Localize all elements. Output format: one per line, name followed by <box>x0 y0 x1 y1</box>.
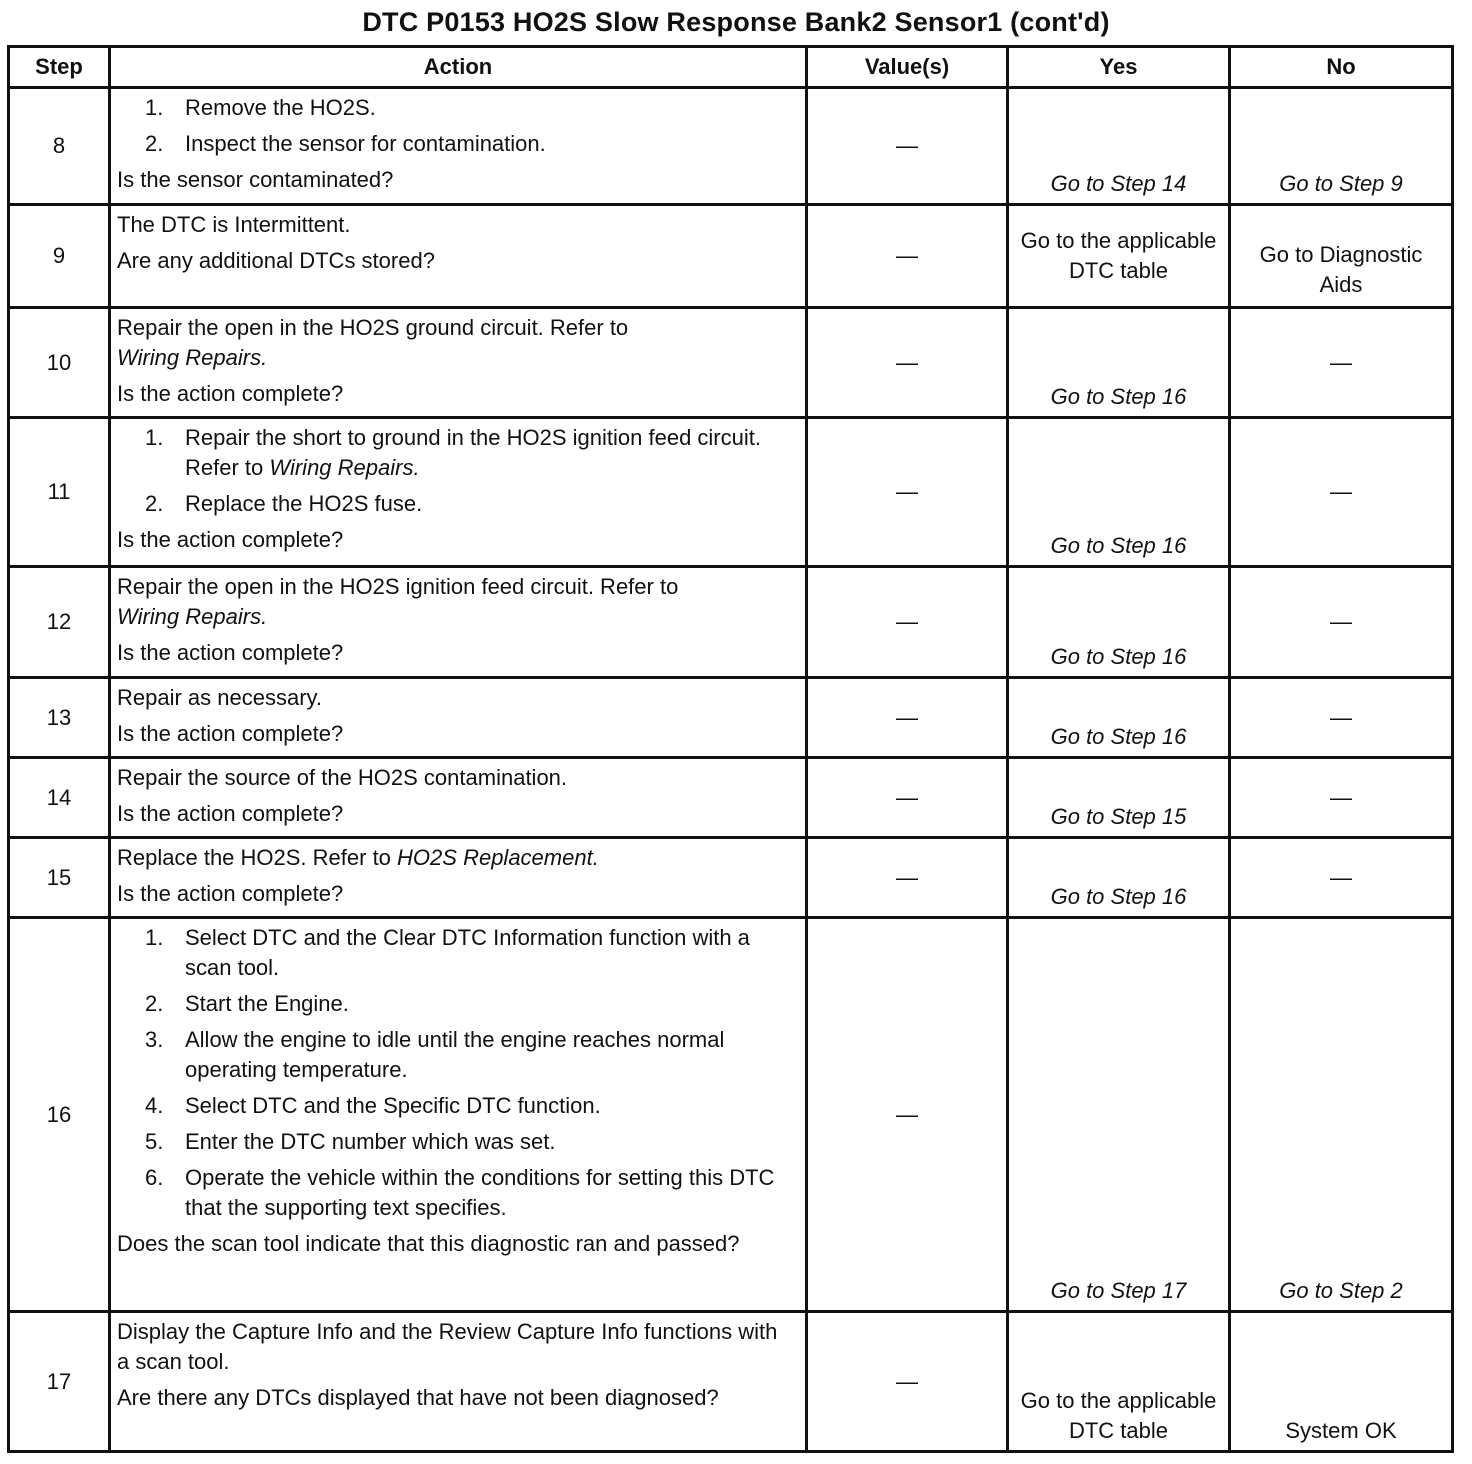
step-number: 16 <box>9 918 110 1312</box>
action-step: 2. Replace the HO2S fuse. <box>145 491 423 516</box>
action-question: Is the action complete? <box>117 881 344 906</box>
table-row <box>9 205 1453 308</box>
no-cell: — <box>1230 758 1453 838</box>
value-cell: — <box>807 418 1008 567</box>
action-step: 1. Repair the short to ground in the HO2S ignition feed circuit. Refer to Wiring Repairs. <box>145 425 761 480</box>
yes-cell: Go to the applicable DTC table <box>1008 205 1230 308</box>
header-yes: Yes <box>1008 47 1230 88</box>
no-cell: — <box>1230 838 1453 918</box>
action-reference: Wiring Repairs. <box>117 345 268 370</box>
action-step: 2. Start the Engine. <box>145 991 349 1016</box>
no-cell: — <box>1230 678 1453 758</box>
step-number: 12 <box>9 567 110 678</box>
header-row <box>9 47 1453 88</box>
value-cell: — <box>807 678 1008 758</box>
action-cell <box>110 758 807 838</box>
action-question: Is the sensor contaminated? <box>117 167 394 192</box>
action-reference: Wiring Repairs. <box>269 455 420 480</box>
action-cell <box>110 1312 807 1452</box>
action-text: The DTC is Intermittent. <box>117 212 351 237</box>
yes-cell: Go to Step 16 <box>1008 838 1230 918</box>
table-row <box>9 918 1453 1312</box>
action-question: Is the action complete? <box>117 640 344 665</box>
yes-cell: Go to Step 15 <box>1008 758 1230 838</box>
table-row <box>9 758 1453 838</box>
action-text: Repair as necessary. <box>117 685 323 710</box>
page-title: DTC P0153 HO2S Slow Response Bank2 Sensor1 (cont'd) <box>362 7 1110 37</box>
header-no: No <box>1230 47 1453 88</box>
step-number: 15 <box>9 838 110 918</box>
action-reference: Wiring Repairs. <box>117 604 268 629</box>
step-number: 8 <box>9 88 110 205</box>
action-question: Are any additional DTCs stored? <box>117 248 435 273</box>
value-cell: — <box>807 758 1008 838</box>
action-cell <box>110 567 807 678</box>
step-number: 14 <box>9 758 110 838</box>
value-cell: — <box>807 838 1008 918</box>
action-cell <box>110 308 807 418</box>
action-question: Is the action complete? <box>117 527 344 552</box>
action-cell <box>110 838 807 918</box>
header-action: Action <box>110 47 807 88</box>
action-text: Repair the source of the HO2S contamination. <box>117 765 568 790</box>
action-cell <box>110 205 807 308</box>
table-row <box>9 678 1453 758</box>
action-cell <box>110 88 807 205</box>
action-step: 6. Operate the vehicle within the conditions for setting this DTC that the supporting text specifies. <box>145 1165 775 1220</box>
table-row <box>9 88 1453 205</box>
no-cell: — <box>1230 567 1453 678</box>
yes-cell: Go to Step 17 <box>1008 918 1230 1312</box>
action-step: 1. Select DTC and the Clear DTC Information function with a scan tool. <box>145 925 750 980</box>
diagnostic-table <box>7 45 1454 1453</box>
value-cell: — <box>807 1312 1008 1452</box>
no-cell: — <box>1230 308 1453 418</box>
value-cell: — <box>807 308 1008 418</box>
table-row <box>9 1312 1453 1452</box>
value-cell: — <box>807 567 1008 678</box>
action-step: 4. Select DTC and the Specific DTC function. <box>145 1093 601 1118</box>
action-step: 3. Allow the engine to idle until the engine reaches normal operating temperature. <box>145 1027 725 1082</box>
action-step: 1. Remove the HO2S. <box>145 95 376 120</box>
value-cell: — <box>807 88 1008 205</box>
action-text: Repair the open in the HO2S ground circuit. Refer to <box>117 315 629 340</box>
no-cell: Go to Step 9 <box>1230 88 1453 205</box>
action-question: Does the scan tool indicate that this diagnostic ran and passed? <box>117 1231 740 1256</box>
action-cell <box>110 418 807 567</box>
action-question: Is the action complete? <box>117 381 344 406</box>
no-cell: System OK <box>1230 1312 1453 1452</box>
value-cell: — <box>807 918 1008 1312</box>
yes-cell: Go to Step 16 <box>1008 418 1230 567</box>
header-values: Value(s) <box>807 47 1008 88</box>
action-text: Repair the open in the HO2S ignition feed circuit. Refer to <box>117 574 679 599</box>
action-step: 2. Inspect the sensor for contamination. <box>145 131 546 156</box>
action-text: Display the Capture Info and the Review Capture Info functions with a scan tool. <box>117 1319 778 1374</box>
no-cell: Go to Step 2 <box>1230 918 1453 1312</box>
yes-cell: Go to Step 16 <box>1008 308 1230 418</box>
yes-cell: Go to the applicable DTC table <box>1008 1312 1230 1452</box>
step-number: 13 <box>9 678 110 758</box>
action-question: Is the action complete? <box>117 721 344 746</box>
header-step: Step <box>9 47 110 88</box>
no-cell: — <box>1230 418 1453 567</box>
action-cell <box>110 918 807 1312</box>
table-row <box>9 838 1453 918</box>
table-row <box>9 567 1453 678</box>
yes-cell: Go to Step 16 <box>1008 567 1230 678</box>
table-row <box>9 418 1453 567</box>
step-number: 9 <box>9 205 110 308</box>
action-cell <box>110 678 807 758</box>
step-number: 17 <box>9 1312 110 1452</box>
yes-cell: Go to Step 14 <box>1008 88 1230 205</box>
action-text: Replace the HO2S. Refer to <box>117 845 391 870</box>
action-reference: HO2S Replacement. <box>397 845 599 870</box>
yes-cell: Go to Step 16 <box>1008 678 1230 758</box>
step-number: 11 <box>9 418 110 567</box>
no-cell: Go to Diagnostic Aids <box>1230 205 1453 308</box>
step-number: 10 <box>9 308 110 418</box>
action-question: Is the action complete? <box>117 801 344 826</box>
action-question: Are there any DTCs displayed that have not been diagnosed? <box>117 1385 719 1410</box>
value-cell: — <box>807 205 1008 308</box>
action-step: 5. Enter the DTC number which was set. <box>145 1129 556 1154</box>
table-row <box>9 308 1453 418</box>
